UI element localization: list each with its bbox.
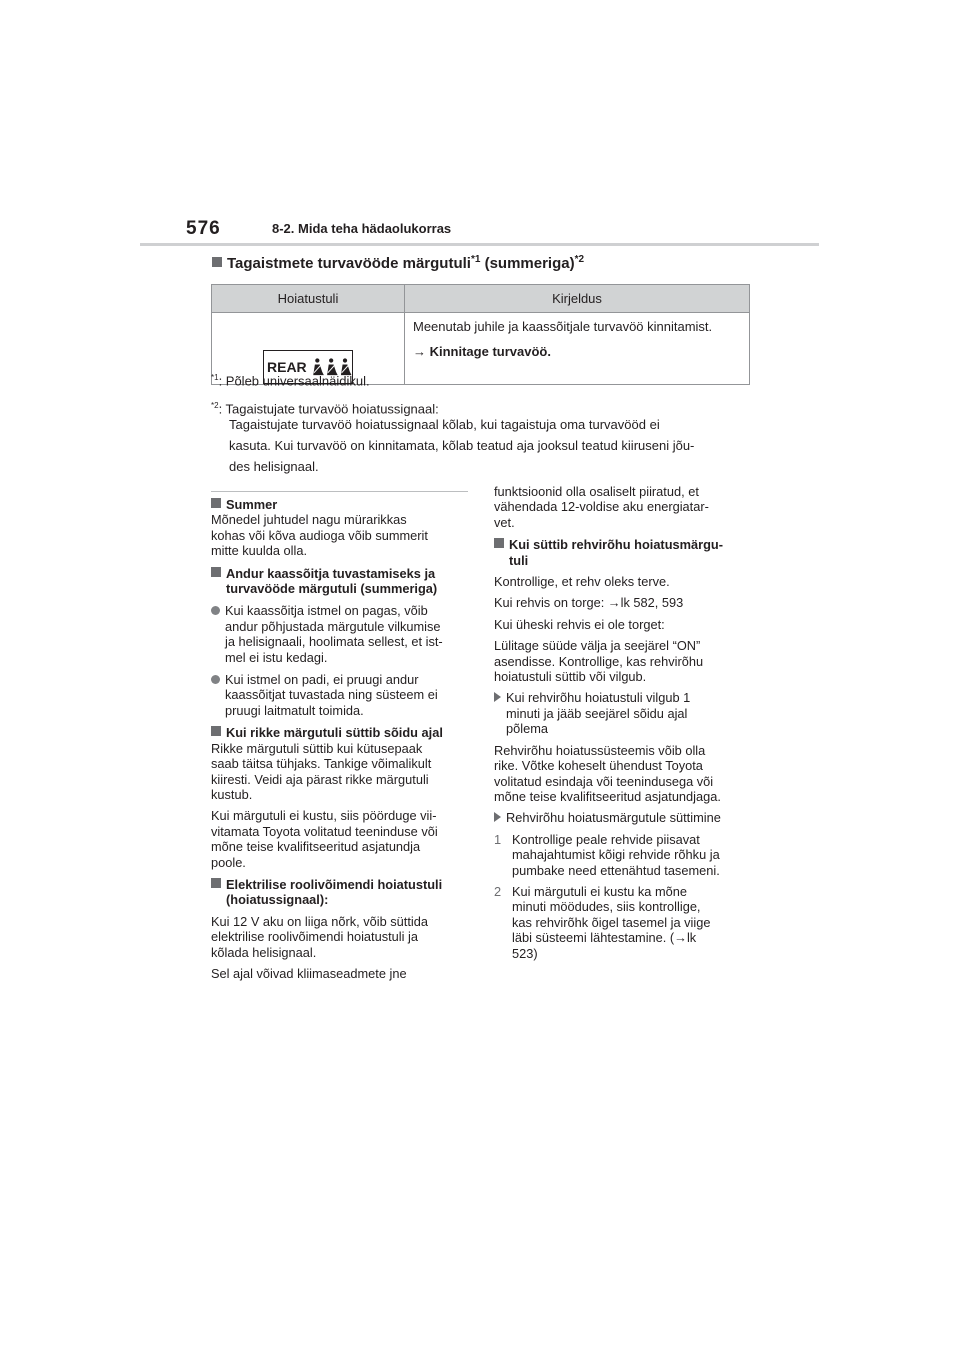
text-line: vitamata Toyota volitatud teeninduse või (211, 823, 438, 839)
text-line: Lülitage süüde välja ja seejärel “ON” (494, 638, 701, 654)
text-line: mahajahtumist kõigi rehvide rõhku ja (512, 847, 720, 863)
text-line: minuti ja jääb seejärel sõidu ajal (506, 705, 688, 721)
numbered-item (494, 884, 764, 899)
text-line: Kontrollige peale rehvide piisavat (512, 831, 700, 847)
text-line: Rehvirõhu hoiatusmärgutule süttimine (506, 810, 721, 826)
heading-andur (211, 566, 476, 581)
text-line: kohas või kõva audioga võib summerit (211, 527, 428, 543)
text-line: tuli (509, 552, 529, 568)
action-text: → Kinnitage turvavöö. (413, 344, 551, 359)
text-line: poole. (211, 854, 246, 870)
heading-text: Kui süttib rehvirõhu hoiatusmärgu- (509, 537, 723, 553)
bullet-item (211, 672, 476, 687)
text-line: Rehvirõhu hoiatussüsteemis võib olla (494, 742, 706, 758)
text-line: Kontrollige, et rehv oleks terve. (494, 574, 670, 590)
section-title (212, 254, 584, 272)
triangle-bullet-icon (494, 692, 501, 702)
circle-bullet-icon (211, 675, 220, 684)
text-line: läbi süsteemi lähtestamine. (→lk (512, 930, 697, 946)
lamp-label: REAR (267, 359, 307, 375)
heading-text: Summer (226, 497, 278, 512)
description-cell (405, 313, 750, 385)
footnote-ref-2: *2 (574, 254, 585, 265)
square-bullet-icon (211, 567, 221, 577)
text-line: 523) (512, 945, 538, 961)
header-rule (140, 243, 819, 246)
square-bullet-icon (212, 257, 222, 267)
text-line: pumbake need ettenähtud tasemeni. (512, 862, 720, 878)
chapter-title: 8-2. Mida teha hädaolukorras (272, 221, 452, 236)
text-line: des helisignaal. (229, 459, 319, 474)
text-line: hoiatustuli süttib või vilgub. (494, 669, 647, 685)
text-line: funktsioonid olla osaliselt piiratud, et (494, 484, 699, 499)
step-number: 1 (494, 831, 502, 847)
right-column (494, 484, 764, 961)
text-line: saab täitsa tühjaks. Tankige võimalikult (211, 756, 432, 772)
text-line: Kui rehvis on torge: →lk 582, 593 (494, 595, 684, 611)
table-header-description: Kirjeldus (405, 285, 750, 313)
text-line: ja helisignaali, hoolimata sellest, et ist- (225, 634, 443, 650)
text-line: kaassõitjat tuvastada ning süsteem ei (225, 687, 438, 703)
text-line: kustub. (211, 786, 253, 802)
text-line: vähendada 12-voldise aku energiatar- (494, 499, 709, 515)
text-line: Kui märgutuli ei kustu ka mõne (512, 883, 687, 899)
footnote-1 (211, 368, 370, 390)
triangle-bullet-icon (494, 812, 501, 822)
page-number: 576 (186, 218, 221, 239)
bullet-item (211, 603, 476, 618)
text-line: Kui märgutuli ei kustu, siis pöörduge vii- (211, 808, 437, 824)
arrow-item (494, 810, 764, 825)
text-line: mõne teise kvalifitseeritud asjatundja (211, 839, 421, 855)
text-line: Mõnedel juhtudel nagu mürarikkas (211, 512, 407, 528)
text-line: turvavööde märgutuli (summeriga) (226, 581, 438, 597)
section-title-suffix: (summeriga) (480, 255, 575, 272)
footnote-text-1: : Põleb universaalnäidikul. (218, 373, 370, 389)
text-line: kõlada helisignaal. (211, 944, 317, 960)
footnote-mark-2: *2 (211, 401, 219, 410)
square-bullet-icon (494, 538, 504, 548)
text-line: minuti möödudes, siis kontrollige, (512, 899, 701, 915)
text-line: Sel ajal võivad kliimaseadmete jne (211, 965, 407, 981)
text-line: põlema (506, 721, 548, 737)
text-line: volitatud esindaja või teenindusega või (494, 773, 714, 789)
text-line: Kui istmel on padi, ei pruugi andur (225, 672, 419, 688)
description-text: Meenutab juhile ja kaassõitjale turvavöö kinnitamist. (413, 319, 713, 334)
heading-rikke (211, 725, 476, 740)
heading-text: Andur kaassõitja tuvastamiseks ja (226, 565, 436, 581)
heading-elek (211, 877, 476, 892)
square-bullet-icon (211, 726, 221, 736)
arrow-item (494, 690, 764, 705)
heading-text: Elektrilise roolivõimendi hoiatustuli (226, 876, 443, 892)
text-line: elektrilise roolivõimendi hoiatustuli ja (211, 929, 418, 945)
square-bullet-icon (211, 498, 221, 508)
text-line: kasuta. Kui turvavöö on kinnitamata, kõlab teatud aja jooksul teatud kiiruseni jõu- (229, 438, 695, 453)
footnote-2-body (229, 415, 759, 476)
column-divider (211, 491, 468, 492)
text-line: pruugi laitmatult toimida. (225, 702, 364, 718)
step-number: 2 (494, 883, 502, 899)
section-title-text: Tagaistmete turvavööde märgutuli (227, 255, 471, 272)
heading-tire (494, 537, 764, 552)
text-line: kiiresti. Veidi aja pärast rikke märgutuli (211, 771, 429, 787)
left-column (211, 497, 476, 981)
text-line: rike. Võtke koheselt ühendust Toyota (494, 758, 703, 774)
footnote-mark-1: *1 (211, 373, 219, 382)
text-line: kas rehvirõhk õigel tasemel ja viige (512, 914, 711, 930)
text-line: Rikke märgutuli süttib kui kütusepaak (211, 740, 423, 756)
text-line: vet. (494, 514, 515, 530)
text-line: Kui 12 V aku on liiga nõrk, võib süttida (211, 913, 428, 929)
heading-summer (211, 497, 476, 512)
text-line: Tagaistujate turvavöö hoiatussignaal kõlab, kui tagaistuja oma turvavööd ei (229, 417, 660, 432)
heading-text: Kui rikke märgutuli süttib sõidu ajal (226, 725, 443, 741)
numbered-item (494, 832, 764, 847)
text-line: mel ei istu kedagi. (225, 649, 328, 665)
footnote-ref-1: *1 (470, 254, 481, 265)
text-line: asendisse. Kontrollige, kas rehvirõhu (494, 653, 704, 669)
circle-bullet-icon (211, 606, 220, 615)
footnote-text-2: : Tagaistujate turvavöö hoiatussignaal: (218, 401, 439, 417)
text-line: mitte kuulda olla. (211, 543, 308, 559)
text-line: Kui kaassõitja istmel on pagas, võib (225, 603, 428, 619)
text-line: andur põhjustada märgutule vilkumise (225, 618, 441, 634)
text-line: Kui rehvirõhu hoiatustuli vilgub 1 (506, 690, 691, 706)
text-line: (hoiatussignaal): (226, 892, 329, 908)
text-line: mõne teise kvalifitseeritud asjatundjaga. (494, 788, 721, 804)
text-line: Kui üheski rehvis ei ole torget: (494, 616, 665, 632)
table-header-light: Hoiatustuli (212, 285, 405, 313)
square-bullet-icon (211, 878, 221, 888)
